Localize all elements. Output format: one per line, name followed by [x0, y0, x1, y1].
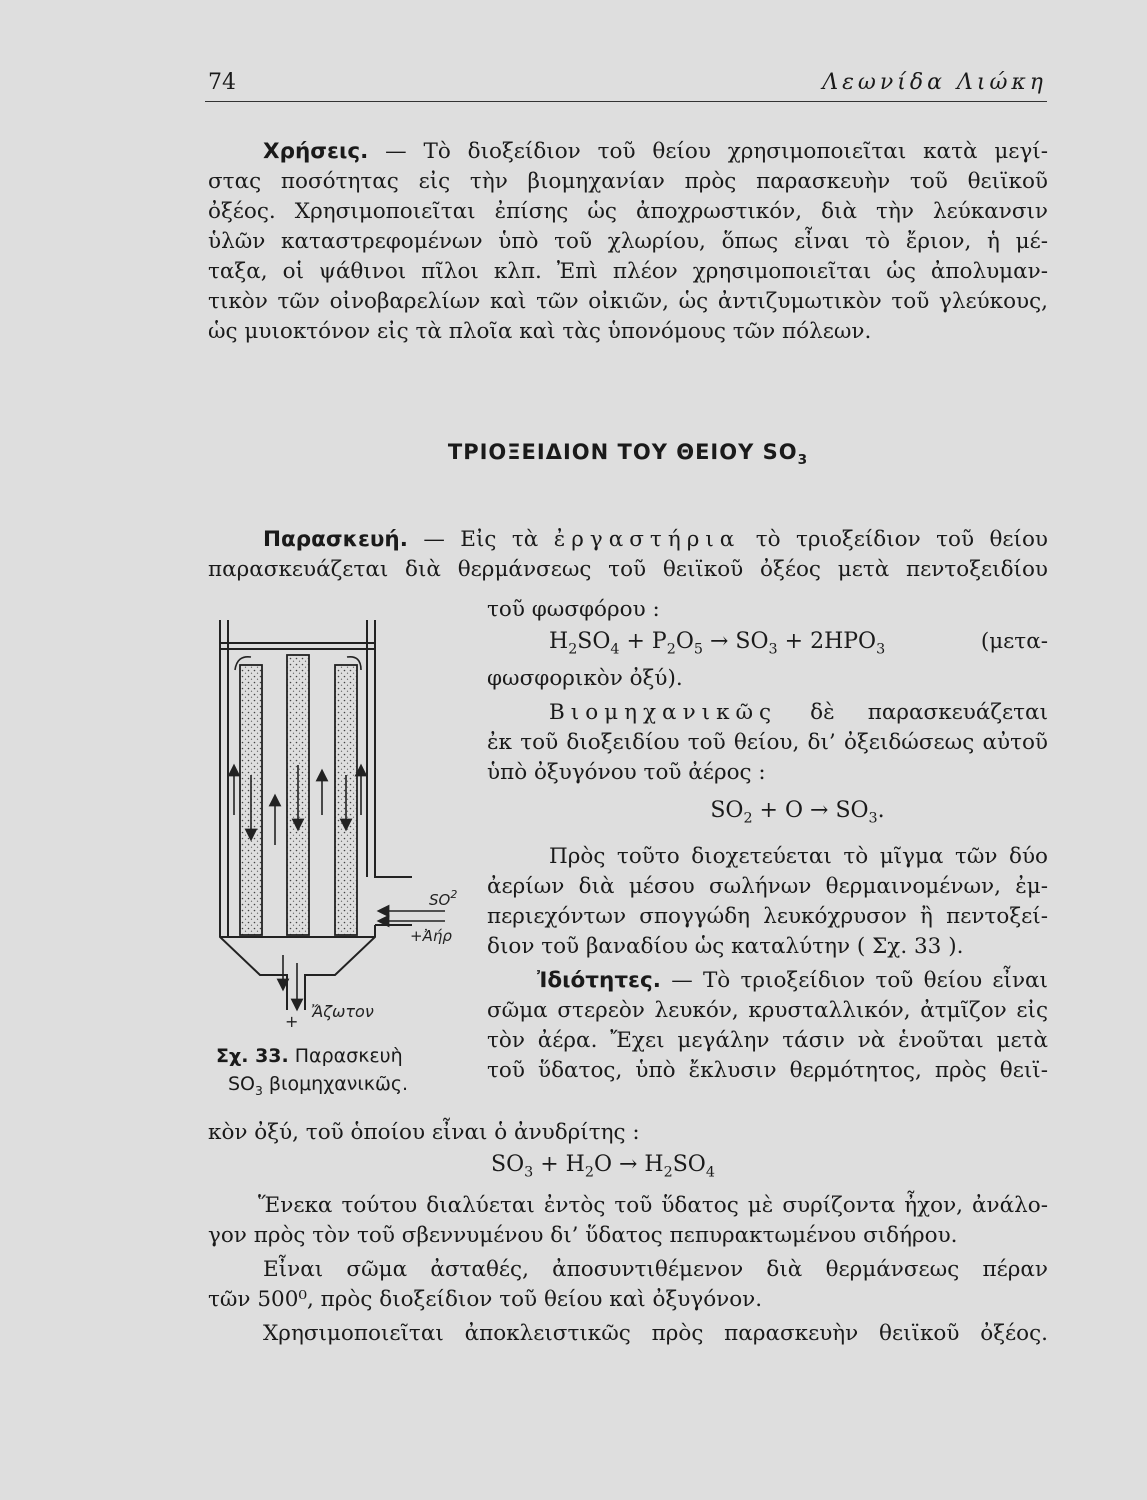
exclusive-use-paragraph: Χρησιμοποιεῖται ἀποκλειστικῶς πρὸς παρασκευὴν θειϊκοῦ ὀξέος.: [263, 1321, 1048, 1347]
header-rule: [205, 101, 1047, 102]
uses-line: ὑλῶν καταστρεφομένων ὑπὸ τοῦ χλωρίου, ὅπως εἶναι τὸ ἔριον, ἡ μέ-: [208, 229, 1048, 254]
unstable-paragraph: Εἶναι σῶμα ἀσταθές, ἀποσυντιθέμενον διὰ θερμάνσεως πέραν τῶν 500⁰, πρὸς διοξείδιον τοῦ θείου καὶ ὀξυγόνον.: [208, 1257, 1048, 1313]
uses-line: ταξα, οἱ ψάθινοι πῖλοι κλπ. Ἐπὶ πλέον χρησιμοποιεῖται ὡς ἀπολυμαν-: [208, 259, 1048, 284]
prep-line: ὑπὸ ὀξυγόνου τοῦ ἀέρος :: [487, 760, 766, 786]
figure-caption: Σχ. 33. Παρασκευὴ $SO_3$ βιομηχανικῶς.: [216, 1045, 409, 1098]
properties-heading: Ἰδιότητες.: [537, 967, 661, 993]
uses-line: Χρήσεις. — Τὸ διοξείδιον τοῦ θείου χρησιμοποιεῖται κατὰ μεγί-: [263, 139, 1048, 164]
uses-line: τικὸν τῶν οἰνοβαρελίων καὶ τῶν οἰκιῶν, ὡς ἀντιζυμωτικὸν τοῦ γλεύκους,: [208, 289, 1048, 314]
uses-line: ὀξέος. Χρησιμοποιεῖται ἐπίσης ὡς ἀποχρωστικόν, διὰ τὴν λεύκανσιν: [208, 199, 1048, 224]
properties-continuation: κὸν ὀξύ, τοῦ ὁποίου εἶναι ὁ ἀνυδρίτης : $SO_3 + H_2O \to H_2SO_4$ Ἕνεκα τούτου διαλύεται ἐντὸς τοῦ ὕδατος μὲ συρίζοντα ἦχον, ἀνάλο- γον πρὸς τὸν τοῦ σβεννυμένου δι’ ὕδατος πεπυρακτωμένου σιδήρου. Εἶναι σῶμα ἀσταθές, ἀποσυντιθέμενον διὰ θερμάνσεως πέραν τῶν 500⁰, πρὸς διοξείδιον τοῦ θείου καὶ ὀξυγόνον. Χρησιμοποιεῖται ἀποκλειστικῶς πρὸς παρασκευὴν θειϊκοῦ ὀξέος.: [208, 1118, 1048, 1349]
properties-paragraph: Ἰδιότητες. — Τὸ τριοξείδιον τοῦ θείου εἶναι σῶμα στερεὸν λευκόν, κρυσταλλικόν, ἀτμῖζον εἰς τὸν ἀέρα. Ἔχει μεγάλην τάσιν νὰ ἑνοῦται μετὰ τοῦ ὕδατος, ὑπὸ ἔκλυσιν θερμότητος, πρὸς θειϊ-: [487, 967, 1048, 1083]
prep-line: παρασκευάζεται διὰ θερμάνσεως τοῦ θειϊκοῦ ὀξέος μετὰ πεντοξειδίου: [208, 557, 1048, 582]
section-title: ΤΡΙΟΞΕΙΔΙΟΝ ΤΟΥ ΘΕΙΟΥ $SO_3$: [447, 440, 809, 469]
equation-2: $SO_2 + O \to SO_3$.: [710, 798, 885, 827]
prep-line: Παρασκευή. — Εἰς τὰ ἐργαστήρια τὸ τριοξείδιον τοῦ θείου: [263, 527, 1048, 552]
figure-33-converter: [205, 615, 475, 1035]
prep-line: τοῦ φωσφόρου :: [487, 597, 660, 622]
equation-1: $H_2SO_4 + P_2O_5 \to SO_3 + 2HPO_3$ (μετα-: [549, 629, 1048, 658]
equation-3: $SO_3 + H_2O \to H_2SO_4$: [491, 1152, 715, 1181]
uses-paragraph: [208, 137, 1048, 347]
uses-heading: Χρήσεις.: [263, 139, 369, 164]
uses-line: ὡς μυιοκτόνον εἰς τὰ πλοῖα καὶ τὰς ὑπονόμους τῶν πόλεων.: [208, 319, 872, 344]
catalyst-paragraph: Πρὸς τοῦτο διοχετεύεται τὸ μῖγμα τῶν δύο ἀερίων διὰ μέσου σωλήνων θερμαινομένων, ἐμ- περιεχόντων σπογγώδη λευκόχρυσον ἢ πεντοξεί- διον τοῦ βαναδίου ὡς καταλύτην ( Σχ. 33 ).: [487, 843, 1048, 959]
running-header-author: Λεωνίδα Λιώκη: [822, 70, 1047, 95]
plus-sign: +: [285, 1012, 299, 1031]
air-inlet-label: +Ἀήρ: [410, 927, 452, 945]
converter-diagram: [205, 615, 475, 1035]
prep-line: φωσφορικὸν ὀξύ).: [487, 666, 683, 692]
nitrogen-outlet-label: Ἄζωτον: [311, 1002, 374, 1021]
prep-heading: Παρασκευή.: [263, 527, 408, 552]
prep-paragraph: [208, 525, 1048, 585]
uses-line: στας ποσότητας εἰς τὴν βιομηχανίαν πρὸς παρασκευὴν τοῦ θειϊκοῦ: [208, 169, 1048, 194]
so2-inlet-label: $SO^2$: [429, 888, 458, 909]
prep-line: ἐκ τοῦ διοξειδίου τοῦ θείου, δι’ ὀξειδώσεως αὐτοῦ: [487, 730, 1048, 756]
hissing-paragraph: Ἕνεκα τούτου διαλύεται ἐντὸς τοῦ ὕδατος μὲ συρίζοντα ἦχον, ἀνάλο- γον πρὸς τὸν τοῦ σβεννυμένου δι’ ὕδατος πεπυρακτωμένου σιδήρου.: [208, 1193, 1048, 1249]
prep-right-column: [487, 595, 1048, 1086]
prep-line: Βιομηχανικῶς δὲ παρασκευάζεται: [549, 700, 1048, 726]
page-number: 74: [208, 70, 236, 95]
